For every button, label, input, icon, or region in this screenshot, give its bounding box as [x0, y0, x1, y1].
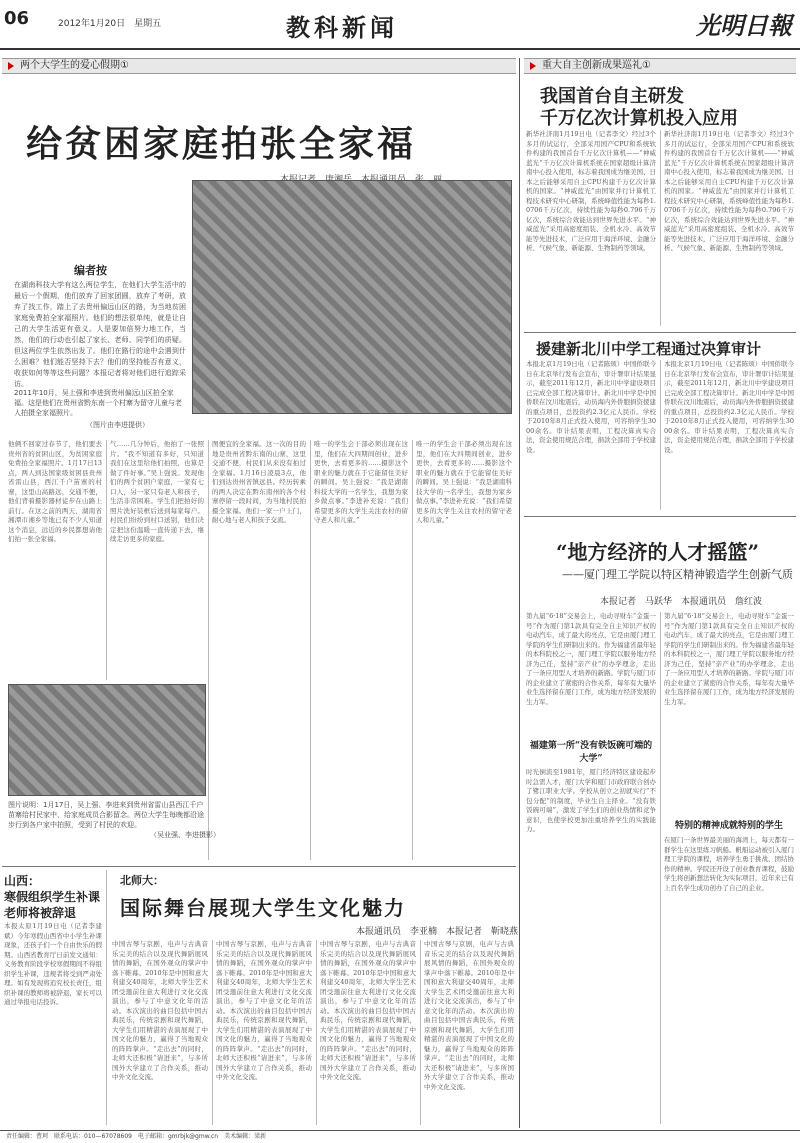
right-article3-subheading1: 福建第一所“没有铁饭碗可端的大学”: [529, 741, 653, 764]
bottom-body-col2: 中国古琴与京剧，电声与古典音乐完美的结合以及现代舞蹈展风情的舞蹈，在国外观众的掌声中落下帷幕。2010年是中国和意大利建交40周年，北师大学生艺术团受邀前往意大利进行文化交流演出，参与了中意文化年的活动。本次演出的曲目包括中国古典民乐，传统京剧和现代舞蹈，大学生们用精湛的表演展现了中国文化的魅力，赢得了当地观众的阵阵掌声。“走出去”的同时，北师大还积极“请进来”，与多所国外大学建立了合作关系，推动中外文化交流。: [216, 940, 312, 1081]
divider: [106, 870, 107, 1125]
photo2-credit: （吴业强、李进摄影）: [150, 831, 220, 839]
divider: [212, 940, 213, 1125]
section-divider: [524, 332, 796, 333]
divider: [316, 940, 317, 1125]
divider: [412, 440, 413, 860]
right-article2-body-col2: 本报北京1月19日电（记者陈颂）中国侨联今日在北京举行发布会宣布，审计署审计结果显示，截至2011年12月，新北川中学建设项目已完成全部工程决算审计。新北川中学是中国侨联在汶川地震后，动员海内外侨胞捐资援建的重点项目，总投资约2.3亿元人民币。学校于2010年8月正式投入使用，可容纳学生3000余名。审计结果表明，工程决算真实合法，资金使用规范合理，捐款全部用于学校建设。: [664, 360, 794, 454]
group-photo: [8, 684, 206, 796]
divider: [420, 940, 421, 1125]
right-article3-headline: “地方经济的人才摇篮”: [556, 540, 760, 564]
bottom-body-col3: 中国古琴与京剧，电声与古典音乐完美的结合以及现代舞蹈展风情的舞蹈，在国外观众的掌声中落下帷幕。2010年是中国和意大利建交40周年，北师大学生艺术团受邀前往意大利进行文化交流演出，参与了中意文化年的活动。本次演出的曲目包括中国古典民乐，传统京剧和现代舞蹈，大学生们用精湛的表演展现了中国文化的魅力，赢得了当地观众的阵阵掌声。“走出去”的同时，北师大还积极“请进来”，与多所国外大学建立了合作关系，推动中外文化交流。: [320, 940, 416, 1081]
body-col-3: 图便宜的全家福。这一次的目的地是贵州省黔东南的山寨，这里交通不便，村民们从来没有拍过全家福。1月16日凌晨3点，他们到达贵州省镇远县。经历转乘的两人决定在黔东南州的各个村寨停留一段时间，为当地村民拍摄全家福。他们一家一户上门，耐心地与老人和孩子交流。: [212, 440, 306, 524]
issue-date: 2012年1月20日 星期五: [58, 19, 162, 29]
right-article3-byline: 本报记者 马跃华 本报通讯员 詹红波: [600, 597, 763, 607]
main-headline: 给贫困家庭拍张全家福: [26, 123, 417, 165]
right-headline2: 千万亿次计算机投入应用: [540, 108, 738, 129]
series-bar-right: [524, 58, 796, 74]
right-article3-subhead: ——厦门理工学院以特区精神锻造学生创新气质: [562, 568, 793, 581]
photo-credit: （图片由李进提供）: [86, 421, 149, 429]
bottom-headline: 国际舞台展现大学生文化魅力: [120, 896, 406, 920]
section-divider: [2, 866, 516, 867]
body-col-5: 唯一的学生会干部必须出现在这里，他们在大四期间创业，进步更快，去看更多的……摄影这个职业的魅力就在于它能留住美好的瞬间。吴上强说：“我是湖南科技大学的一名学生，我想为家乡做点事。”李进补充说：“我们希望更多的大学生关注农村的留守老人和儿童。”: [416, 440, 512, 524]
divider: [208, 440, 209, 860]
divider: [660, 612, 661, 1124]
section-divider: [524, 516, 796, 517]
right-headline1: 我国首台自主研发: [540, 86, 684, 107]
right-article3-body: 第九届“6·18”交易会上，电动寻财车“金蛋一号”作为厦门第1款具有完全自主知识产权的电动汽车，成了最大的亮点，它是由厦门理工学院的学生们研制出来的。作为福建省最年轻的本科院校之一，厦门理工学院以服务地方经济为己任，坚持“亲产业”的办学理念，走出了一条应用型人才培养的新路。学院与厦门市的企业建立了紧密的合作关系，每年有大量毕业生选择留在厦门工作，成为地方经济发展的生力军。: [526, 612, 656, 706]
bottom-kicker: 北师大：: [120, 874, 164, 887]
column-divider: [519, 58, 520, 1128]
divider: [660, 360, 661, 510]
left-bottom-headline1: 寒假组织学生补课: [4, 890, 101, 904]
page-number: 06: [4, 8, 30, 29]
bottom-byline: 本报通讯员 李亚楠 本报记者 靳晓燕: [356, 927, 519, 937]
photo2-caption: 图片说明：1月17日，吴上强、李进来到贵州省雷山县西江千户苗寨给村民家中，给家庭成员合影留念。两位大学生每晚都沿途步行到各户家中拍照，受到了村民的欢迎。: [8, 801, 204, 829]
divider: [106, 440, 107, 680]
bottom-body-col4: 中国古琴与京剧，电声与古典音乐完美的结合以及现代舞蹈展风情的舞蹈，在国外观众的掌声中落下帷幕。2010年是中国和意大利建交40周年，北师大学生艺术团受邀前往意大利进行文化交流演出，参与了中意文化年的活动。本次演出的曲目包括中国古典民乐，传统京剧和现代舞蹈，大学生们用精湛的表演展现了中国文化的魅力，赢得了当地观众的阵阵掌声。“走出去”的同时，北师大还积极“请进来”，与多所国外大学建立了合作关系，推动中外文化交流。: [424, 940, 514, 1091]
page-footer: 责任编辑：曹珂 联系电话：010—67078609 电子邮箱：gmrbjk@gmw.cn 美术编辑：梁新: [0, 1130, 800, 1143]
series-bar-left: [2, 58, 516, 74]
family-portrait-photo: [192, 180, 512, 414]
editor-note-title: 编者按: [74, 264, 107, 277]
divider: [310, 440, 311, 860]
body-col-1: 他俩不回家过春节了，他们要去贵州省的贫困山区，为贫困家庭免费拍全家福照片。1月17日13点，两人到达国家级贫困县贵州省雷山县，西江千户苗寨的村寨，这里山高路远，交通不便，他们背着摄影器材徒步在山路上前行。在这之前的两天，湖南省湘潭市湘乡等地已有不少人知道这个消息，远近的乡民都想请他们拍一张全家福。: [8, 440, 102, 543]
photo-caption: 2011年10月，吴上强和李进到贵州偏远山区拍全家福。这是他们在贵州省黔东南一个村寨为留守儿童与老人拍摄全家福照片。: [14, 389, 182, 417]
right-article3-body2: 时光倒流至1981年，厦门经济特区建设起步时急需人才，厦门大学和厦门市政府联合创办了鹭江职业大学。学校从创立之初就实行“不包分配”的制度，毕业生自主择业。“没有铁饭碗可端”，激发了学生们的创业热情和竞争意识，也使学校更加注重培养学生的实践能力。: [526, 768, 656, 833]
bottom-body-col1: 中国古琴与京剧，电声与古典音乐完美的结合以及现代舞蹈展风情的舞蹈，在国外观众的掌声中落下帷幕。2010年是中国和意大利建交40周年，北师大学生艺术团受邀前往意大利进行文化交流演出，参与了中意文化年的活动。本次演出的曲目包括中国古典民乐，传统京剧和现代舞蹈，大学生们用精湛的表演展现了中国文化的魅力，赢得了当地观众的阵阵掌声。“走出去”的同时，北师大还积极“请进来”，与多所国外大学建立了合作关系，推动中外文化交流。: [112, 940, 208, 1081]
body-col-2: 气……几分钟后，他拍了一张照片。“我不知道有多好，只知道我们在这里给他们拍照，也算是做了件好事。”吴上强说。发现他们的两个贫困户家庭，一家有七口人，另一家只有老人和孩子，生活非常困难。学生们把拍好的照片洗好装框后送到每家每户。村民们纷纷到村口送别，他们决定把这份温暖一直传递下去，继续走访更多的家庭。: [110, 440, 204, 543]
body-col-4: 唯一的学生会干部必须出现在这里，他们在大四期间创业，进步更快，去看更多的……摄影这个职业的魅力就在于它能留住美好的瞬间。吴上强说：“我是湖南科技大学的一名学生，我想为家乡做点事。”李进补充说：“我们希望更多的大学生关注农村的留守老人和儿童。”: [314, 440, 408, 524]
left-bottom-body: 本报太原1月19日电（记者李建斌）今年寒假山西省中小学生补课现象，还孩子们一个自由快乐的假期。山西省教育厅日前发文通知：义务教育阶段学校寒假期间不得组织学生补课，违规者将受到严肃处理。如有发现将追究校长责任，组织补课的教师将被辞退，家长可以通过举报电话投诉。: [4, 922, 102, 1006]
section-title: 教科新闻: [286, 13, 398, 42]
right-article2-body-col1: 本报北京1月19日电（记者陈颂）中国侨联今日在北京举行发布会宣布，审计署审计结果显示，截至2011年12月，新北川中学建设项目已完成全部工程决算审计。新北川中学是中国侨联在汶川地震后，动员海内外侨胞捐资援建的重点项目，总投资约2.3亿元人民币。学校于2010年8月正式投入使用，可容纳学生3000余名。审计结果表明，工程决算真实合法，资金使用规范合理，捐款全部用于学校建设。: [526, 360, 656, 454]
editor-note: 在湖南科技大学有这么两位学生，在他们大学生活中的最后一个假期，他们放弃了回家团圆，放弃了考研，放弃了找工作，踏上了去贵州偏远山区的路，为当地贫困家庭免费拍全家福照片。他们的想法很单纯，就是让自己的大学生活更有意义。人是要加倍努力地工作，当然，他们的行动也引起了家长、老师、同学们的质疑。但这两位学生依然出发了。他们在路行的途中会遇到什么困难？他们能否坚持下去？他们的坚持能否有意义，收获如何等等这些问题？本报记者将对他们进行追踪采访。: [14, 281, 186, 388]
series-label-right: 重大自主创新成果巡礼①: [524, 59, 796, 73]
right-article3-body-col2: 第九届“6·18”交易会上，电动寻财车“金蛋一号”作为厦门第1款具有完全自主知识产权的电动汽车，成了最大的亮点，它是由厦门理工学院的学生们研制出来的。作为福建省最年轻的本科院校之一，厦门理工学院以服务地方经济为己任，坚持“亲产业”的办学理念，走出了一条应用型人才培养的新路。学院与厦门市的企业建立了紧密的合作关系，每年有大量毕业生选择留在厦门工作，成为地方经济发展的生力军。: [664, 612, 794, 706]
divider: [660, 130, 661, 326]
left-bottom-kicker: 山西：: [4, 874, 41, 888]
page-header: [0, 0, 800, 50]
left-bottom-headline2: 老师将被辞退: [4, 906, 77, 920]
right-article3-subheading2: 特别的精神成就特别的学生: [674, 821, 783, 831]
right-article2-headline: 援建新北川中学工程通过决算审计: [536, 340, 762, 358]
right-article3-body3: 在厦门一条世界最美丽的海湾上，每天都有一群学生在这里练习帆船。帆船运动被引入厦门理工学院的课程，培养学生勇于挑战、团结协作的精神。学院还开设了创业教育课程，鼓励学生将创新想法转化为实际项目，近年来已有上百名学生成功创办了自己的企业。: [664, 836, 794, 892]
right-article1-body-col1: 新华社济南1月19日电（记者李文）经过3个多月的试运行，全部采用国产CPU和系统软件构建的我国首台千万亿次计算机——“神威蓝光”千万亿次计算机系统在国家超级计算济南中心投入使用，标志着我国成为继美国、日本之后能够采用自主CPU构建千万亿次计算机的国家。“神威蓝光”由国家并行计算机工程技术研究中心研制，系统峰值性能为每秒1.0706千万亿次，持续性能为每秒0.796千万亿次，系统综合效能达到世界先进水平。“神威蓝光”采用高密度组装、全机水冷、高效节能等先进技术，广泛应用于海洋环境、金融分析、气候气象、新能源、生物制药等领域。: [526, 130, 656, 252]
right-article1-body-col2: 新华社济南1月19日电（记者李文）经过3个多月的试运行，全部采用国产CPU和系统软件构建的我国首台千万亿次计算机——“神威蓝光”千万亿次计算机系统在国家超级计算济南中心投入使用，标志着我国成为继美国、日本之后能够采用自主CPU构建千万亿次计算机的国家。“神威蓝光”由国家并行计算机工程技术研究中心研制，系统峰值性能为每秒1.0706千万亿次，持续性能为每秒0.796千万亿次，系统综合效能达到世界先进水平。“神威蓝光”采用高密度组装、全机水冷、高效节能等先进技术，广泛应用于海洋环境、金融分析、气候气象、新能源、生物制药等领域。: [664, 130, 794, 252]
series-label: 两个大学生的爱心假期①: [2, 59, 516, 73]
newspaper-logo: 光明日報: [696, 11, 792, 40]
